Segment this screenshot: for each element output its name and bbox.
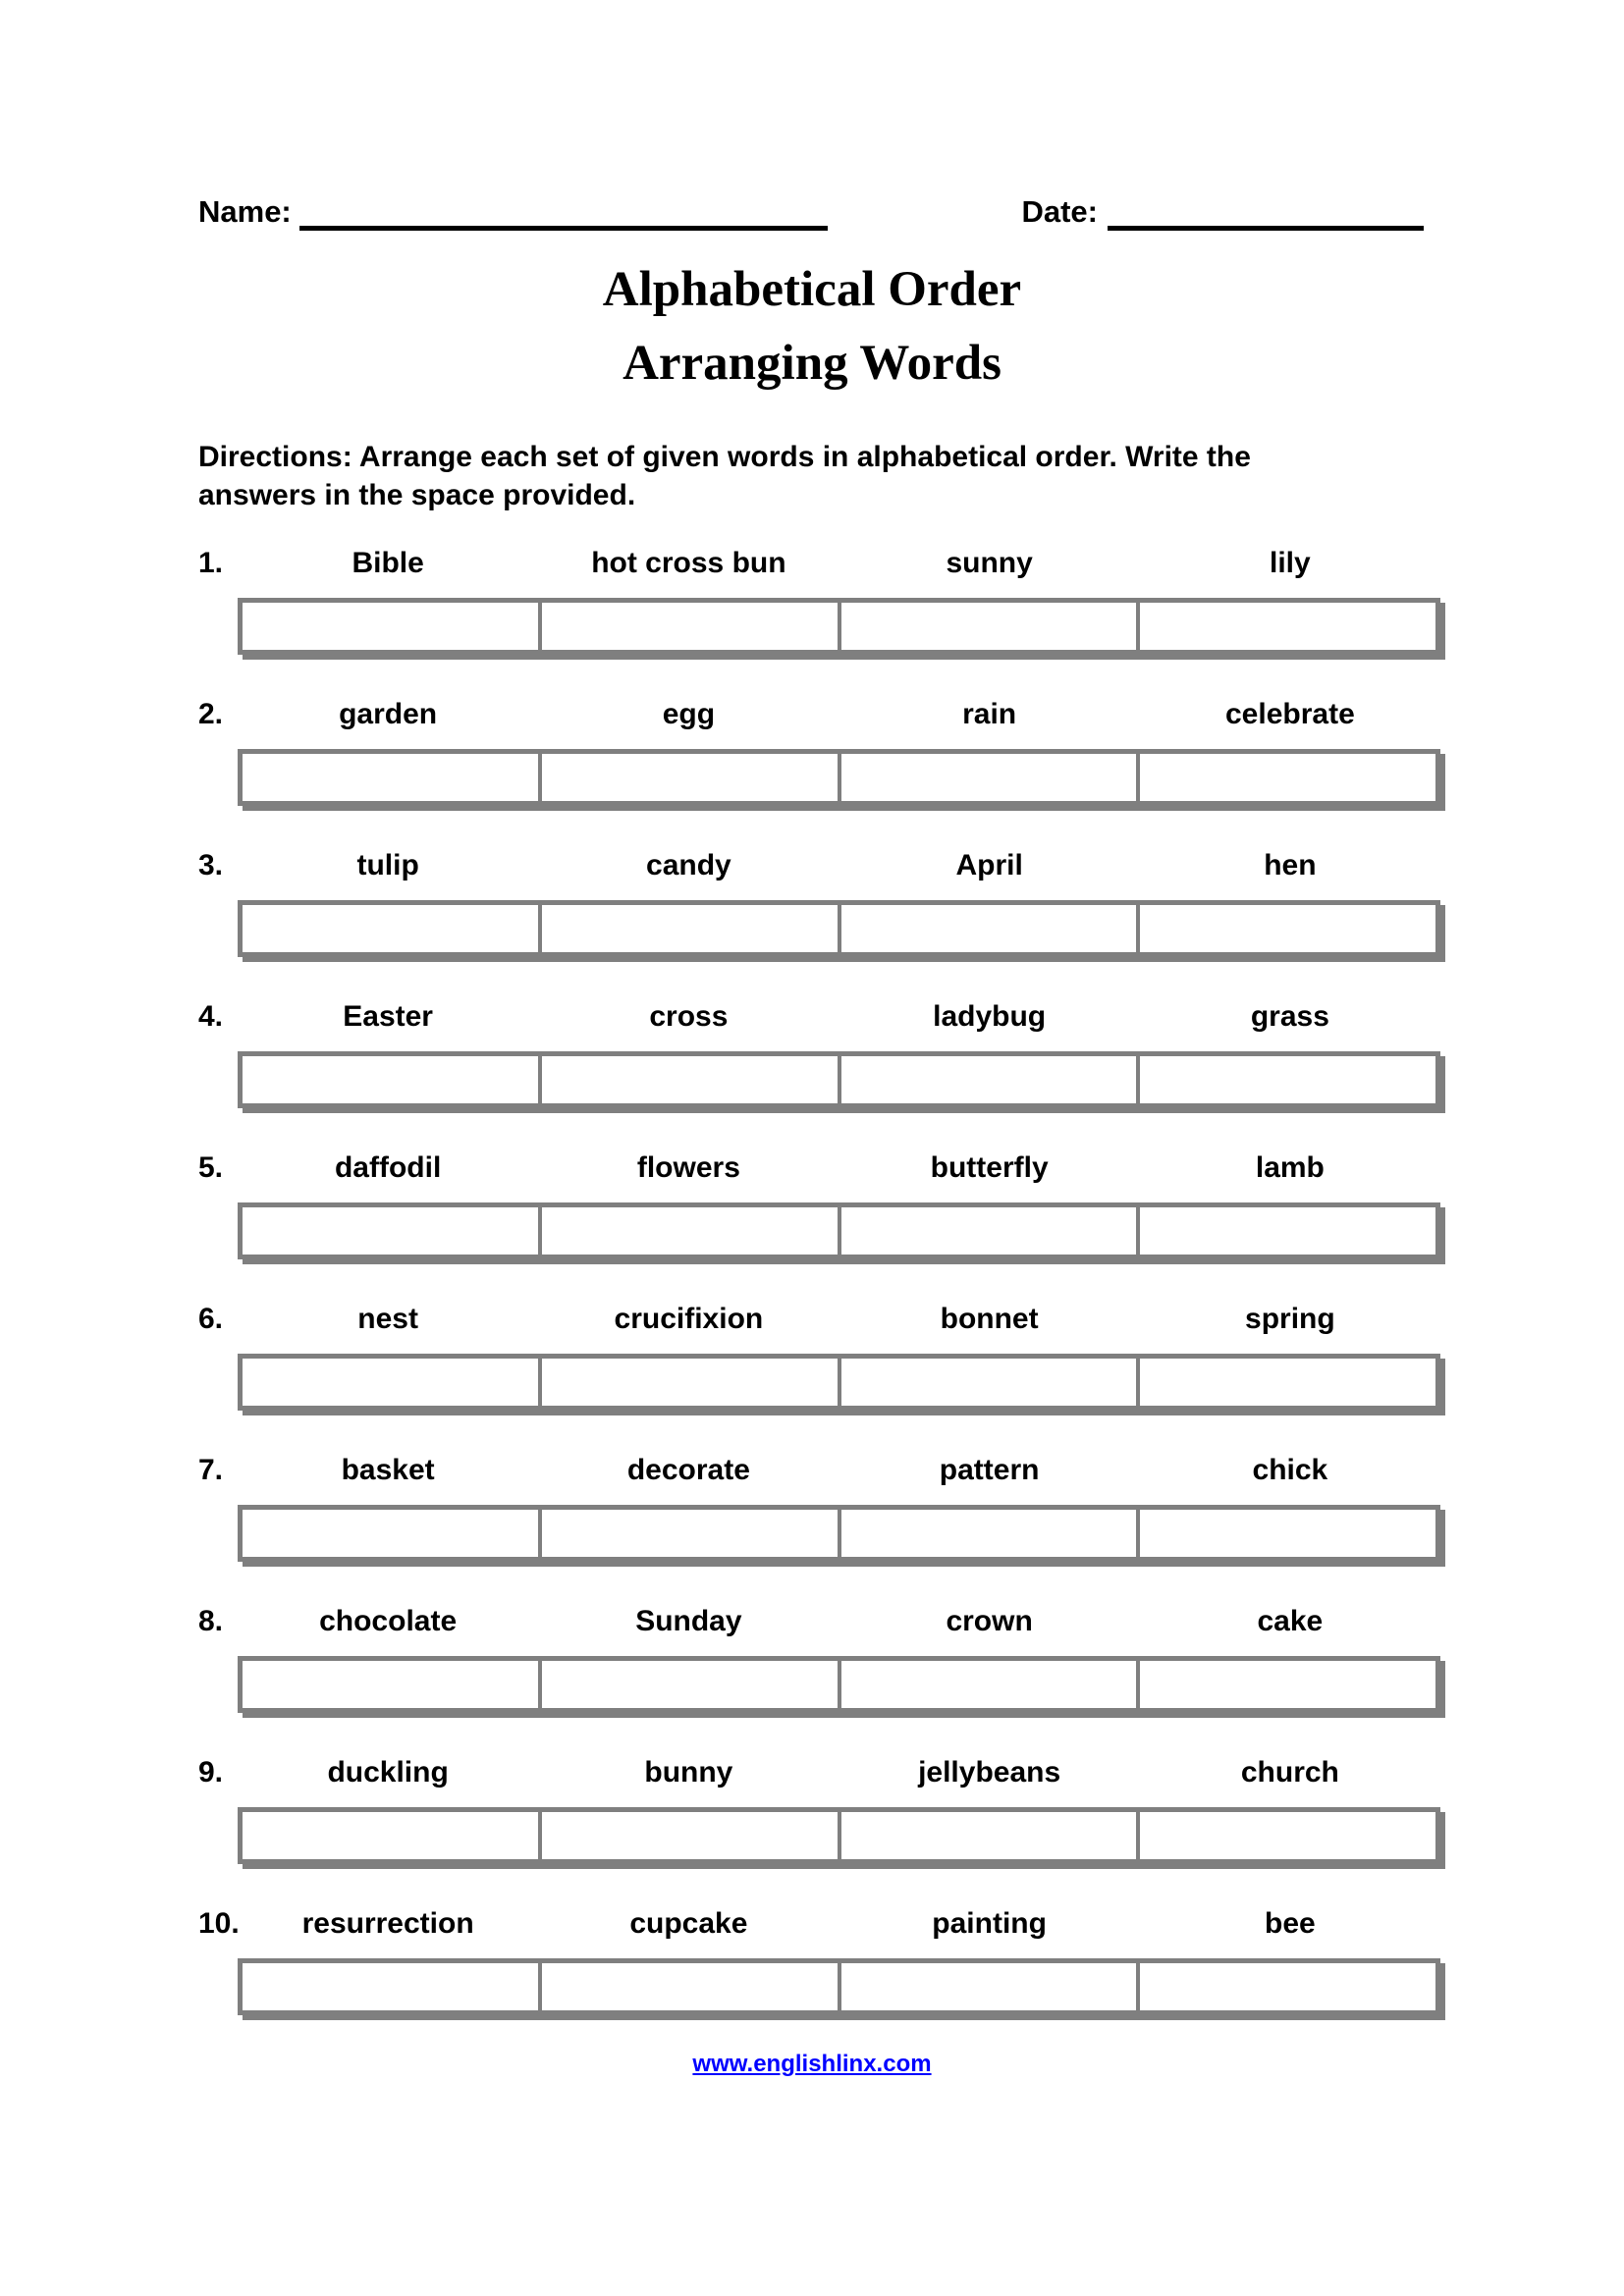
word: bunny: [644, 1756, 733, 1789]
word: Bible: [352, 547, 424, 579]
word: crucifixion: [614, 1303, 764, 1335]
word-line: [198, 1150, 1440, 1186]
name-label: Name:: [198, 194, 292, 229]
word-columns: [238, 697, 1440, 732]
word-line: [198, 697, 1440, 732]
word-columns: [238, 848, 1440, 883]
word: crown: [946, 1605, 1033, 1637]
exercise-row: [198, 1453, 1440, 1604]
exercise-row: [198, 1906, 1440, 2057]
exercise-row: [198, 999, 1440, 1150]
word-columns: [238, 999, 1440, 1035]
word: spring: [1245, 1303, 1335, 1335]
answer-box: [238, 598, 1440, 655]
answer-cell[interactable]: [538, 1661, 838, 1708]
answer-cell[interactable]: [1136, 603, 1435, 650]
answer-cell[interactable]: [838, 1359, 1137, 1406]
word: candy: [646, 849, 731, 881]
word: resurrection: [301, 1907, 474, 1940]
answer-box: [238, 1051, 1440, 1108]
page-title: [0, 253, 1624, 400]
word-line: [198, 848, 1440, 883]
answer-cell[interactable]: [538, 1963, 838, 2010]
title-line-2: Arranging Words: [623, 336, 1001, 391]
exercise-row: [198, 1755, 1440, 1906]
word: rain: [962, 698, 1017, 730]
answer-cell[interactable]: [538, 1207, 838, 1255]
word-columns: [238, 1604, 1440, 1639]
word: hot cross bun: [591, 547, 786, 579]
word-columns: [238, 1755, 1440, 1790]
answer-cell[interactable]: [1136, 1661, 1435, 1708]
word-line: [198, 1906, 1440, 1942]
answer-cell[interactable]: [838, 754, 1137, 801]
word: April: [955, 849, 1023, 881]
answer-cell[interactable]: [243, 1661, 538, 1708]
answer-cell[interactable]: [838, 1812, 1137, 1859]
exercise-row: [198, 848, 1440, 999]
answer-cell[interactable]: [243, 1207, 538, 1255]
row-number: 10.: [198, 1907, 240, 1940]
word: celebrate: [1225, 698, 1355, 730]
directions-text: [198, 438, 1445, 514]
date-field-group: [1021, 193, 1424, 231]
title-line-1: Alphabetical Order: [602, 262, 1022, 317]
word: grass: [1250, 1000, 1329, 1033]
directions-line-1: Directions: Arrange each set of given words in alphabetical order. Write the: [198, 441, 1251, 473]
word: egg: [662, 698, 716, 730]
word: basket: [341, 1454, 435, 1486]
answer-cell[interactable]: [1136, 905, 1435, 952]
answer-cell[interactable]: [838, 1963, 1137, 2010]
answer-cell[interactable]: [838, 1056, 1137, 1103]
word-columns: [238, 1302, 1440, 1337]
answer-cell[interactable]: [243, 1359, 538, 1406]
row-number: 5.: [198, 1151, 224, 1184]
word-columns: [238, 1150, 1440, 1186]
word-line: [198, 1302, 1440, 1337]
word: painting: [932, 1907, 1047, 1940]
word: chocolate: [319, 1605, 458, 1637]
word: flowers: [636, 1151, 740, 1184]
answer-box: [238, 749, 1440, 806]
word: lily: [1270, 547, 1311, 579]
row-number: 9.: [198, 1756, 224, 1789]
row-number: 4.: [198, 1000, 224, 1033]
row-number: 2.: [198, 698, 224, 730]
answer-box: [238, 900, 1440, 957]
answer-box: [238, 1505, 1440, 1562]
answer-cell[interactable]: [243, 754, 538, 801]
answer-box: [238, 1656, 1440, 1713]
answer-box: [238, 1807, 1440, 1864]
word-line: [198, 1604, 1440, 1639]
exercise-list: [198, 546, 1440, 2057]
exercise-row: [198, 1150, 1440, 1302]
word-columns: [238, 1453, 1440, 1488]
answer-cell[interactable]: [538, 1056, 838, 1103]
directions-line-2: answers in the space provided.: [198, 479, 636, 511]
exercise-row: [198, 1604, 1440, 1755]
answer-cell[interactable]: [243, 1963, 538, 2010]
answer-cell[interactable]: [1136, 1207, 1435, 1255]
word-line: [198, 1453, 1440, 1488]
answer-cell[interactable]: [243, 1812, 538, 1859]
word: duckling: [327, 1756, 449, 1789]
date-blank-line[interactable]: [1108, 193, 1424, 231]
row-number: 1.: [198, 547, 224, 579]
word: cake: [1257, 1605, 1324, 1637]
word-line: [198, 546, 1440, 581]
word: bonnet: [940, 1303, 1039, 1335]
word-line: [198, 999, 1440, 1035]
exercise-row: [198, 697, 1440, 848]
word: hen: [1264, 849, 1317, 881]
row-number: 8.: [198, 1605, 224, 1637]
answer-cell[interactable]: [1136, 1359, 1435, 1406]
answer-cell[interactable]: [1136, 1963, 1435, 2010]
word: lamb: [1255, 1151, 1325, 1184]
answer-cell[interactable]: [538, 1510, 838, 1557]
word: daffodil: [334, 1151, 442, 1184]
name-field-group: [198, 193, 828, 231]
word: garden: [339, 698, 438, 730]
word: cupcake: [629, 1907, 748, 1940]
word: Easter: [343, 1000, 433, 1033]
name-blank-line[interactable]: [299, 193, 828, 231]
answer-cell[interactable]: [1136, 1056, 1435, 1103]
word: ladybug: [933, 1000, 1047, 1033]
answer-cell[interactable]: [838, 1510, 1137, 1557]
answer-cell[interactable]: [838, 905, 1137, 952]
answer-cell[interactable]: [838, 603, 1137, 650]
row-number: 7.: [198, 1454, 224, 1486]
word: decorate: [626, 1454, 750, 1486]
header: [198, 193, 1424, 231]
answer-box: [238, 1202, 1440, 1259]
answer-cell[interactable]: [1136, 1812, 1435, 1859]
word: church: [1240, 1756, 1339, 1789]
word: bee: [1265, 1907, 1316, 1940]
answer-cell[interactable]: [538, 1359, 838, 1406]
word: tulip: [356, 849, 419, 881]
footer: [0, 2050, 1624, 2079]
answer-cell[interactable]: [838, 1207, 1137, 1255]
word: sunny: [946, 547, 1033, 579]
answer-cell[interactable]: [1136, 1510, 1435, 1557]
row-number: 6.: [198, 1303, 224, 1335]
answer-cell[interactable]: [538, 905, 838, 952]
answer-box: [238, 1354, 1440, 1411]
exercise-row: [198, 1302, 1440, 1453]
answer-cell[interactable]: [538, 1812, 838, 1859]
answer-cell[interactable]: [243, 905, 538, 952]
word: Sunday: [635, 1605, 742, 1637]
word: nest: [357, 1303, 418, 1335]
word: chick: [1252, 1454, 1328, 1486]
answer-cell[interactable]: [538, 603, 838, 650]
word: jellybeans: [918, 1756, 1061, 1789]
word-columns: [238, 1906, 1440, 1942]
answer-box: [238, 1958, 1440, 2015]
answer-cell[interactable]: [243, 1056, 538, 1103]
answer-cell[interactable]: [243, 1510, 538, 1557]
answer-cell[interactable]: [838, 1661, 1137, 1708]
word-line: [198, 1755, 1440, 1790]
website-link[interactable]: www.englishlinx.com: [692, 2051, 932, 2077]
word: butterfly: [930, 1151, 1049, 1184]
word: pattern: [939, 1454, 1040, 1486]
answer-cell[interactable]: [243, 603, 538, 650]
exercise-row: [198, 546, 1440, 697]
row-number: 3.: [198, 849, 224, 881]
answer-cell[interactable]: [538, 754, 838, 801]
date-label: Date:: [1021, 194, 1098, 229]
word-columns: [238, 546, 1440, 581]
word: cross: [649, 1000, 729, 1033]
answer-cell[interactable]: [1136, 754, 1435, 801]
